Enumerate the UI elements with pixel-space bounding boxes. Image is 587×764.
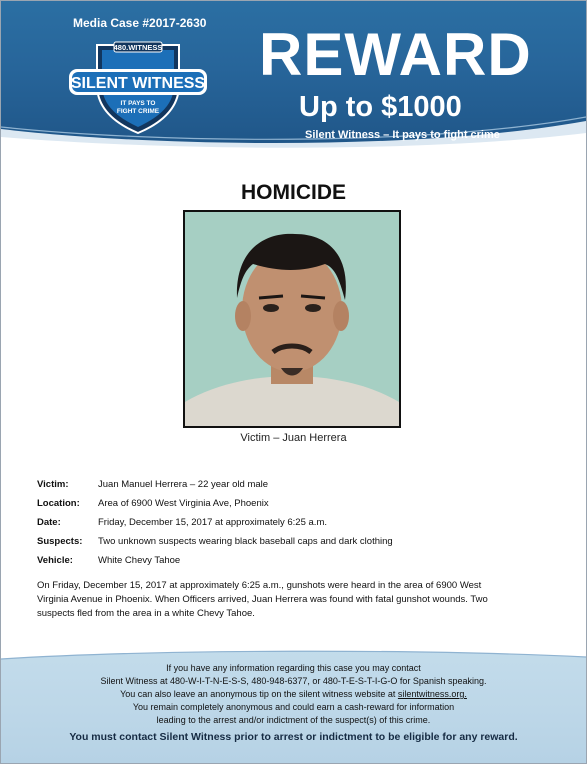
silent-witness-logo — [67, 35, 209, 135]
footer-line-5: leading to the arrest and/or indictment of the suspect(s) of this crime. — [156, 715, 431, 725]
detail-label: Location: — [37, 498, 80, 509]
logo-slogan-line1: IT PAYS TO — [120, 100, 156, 107]
logo-slogan-line2: FIGHT CRIME — [116, 108, 160, 115]
victim-photo — [183, 210, 401, 428]
narrative-line: suspects fled from the area in a white Chevy Tahoe. — [37, 608, 255, 619]
narrative-line: On Friday, December 15, 2017 at approximately 6:25 a.m., gunshots were heard in the area of 6900 West — [37, 580, 482, 591]
detail-value: Area of 6900 West Virginia Ave, Phoenix — [98, 498, 269, 509]
detail-label: Victim: — [37, 479, 69, 490]
victim-portrait-illustration — [185, 212, 399, 426]
footer-line-1: If you have any information regarding this case you may contact — [166, 663, 421, 673]
case-title: HOMICIDE — [241, 181, 346, 204]
reward-amount: Up to $1000 — [299, 91, 462, 123]
detail-label: Date: — [37, 517, 61, 528]
silentwitness-website-link[interactable]: silentwitness.org. — [397, 689, 467, 699]
narrative-line: Virginia Avenue in Phoenix. When Officers arrived, Juan Herrera was found with fatal gunshot wounds. Two — [37, 594, 488, 605]
media-case-number: Media Case #2017-2630 — [73, 16, 207, 30]
footer-line-2: Silent Witness at 480-W-I-T-N-E-S-S, 480-948-6377, or 480-T-E-S-T-I-G-O for Spanish speaking. — [100, 676, 487, 686]
detail-label: Suspects: — [37, 536, 83, 547]
reward-header — [1, 1, 586, 151]
detail-value: Juan Manuel Herrera – 22 year old male — [98, 479, 269, 490]
photo-caption: Victim – Juan Herrera — [240, 432, 347, 444]
detail-value: Friday, December 15, 2017 at approximately 6:25 a.m. — [98, 517, 327, 528]
case-narrative — [37, 579, 557, 621]
logo-phone-text: 480.WITNESS — [113, 43, 163, 52]
footer-line-3 — [1, 689, 586, 699]
logo-name-text: SILENT WITNESS — [70, 75, 206, 92]
detail-label: Vehicle: — [37, 555, 73, 566]
contact-footer — [1, 647, 586, 763]
footer-line-3-text: You can also leave an anonymous tip on the silent witness website at — [120, 689, 398, 699]
reward-heading: REWARD — [259, 21, 532, 88]
header-tagline: Silent Witness – It pays to fight crime — [305, 129, 500, 141]
footer-eligibility-notice: You must contact Silent Witness prior to arrest or indictment to be eligible for any reward. — [69, 731, 518, 743]
detail-value: White Chevy Tahoe — [98, 555, 181, 566]
footer-line-4: You remain completely anonymous and could earn a cash-reward for information — [132, 702, 455, 712]
detail-value: Two unknown suspects wearing black baseball caps and dark clothing — [98, 536, 393, 547]
